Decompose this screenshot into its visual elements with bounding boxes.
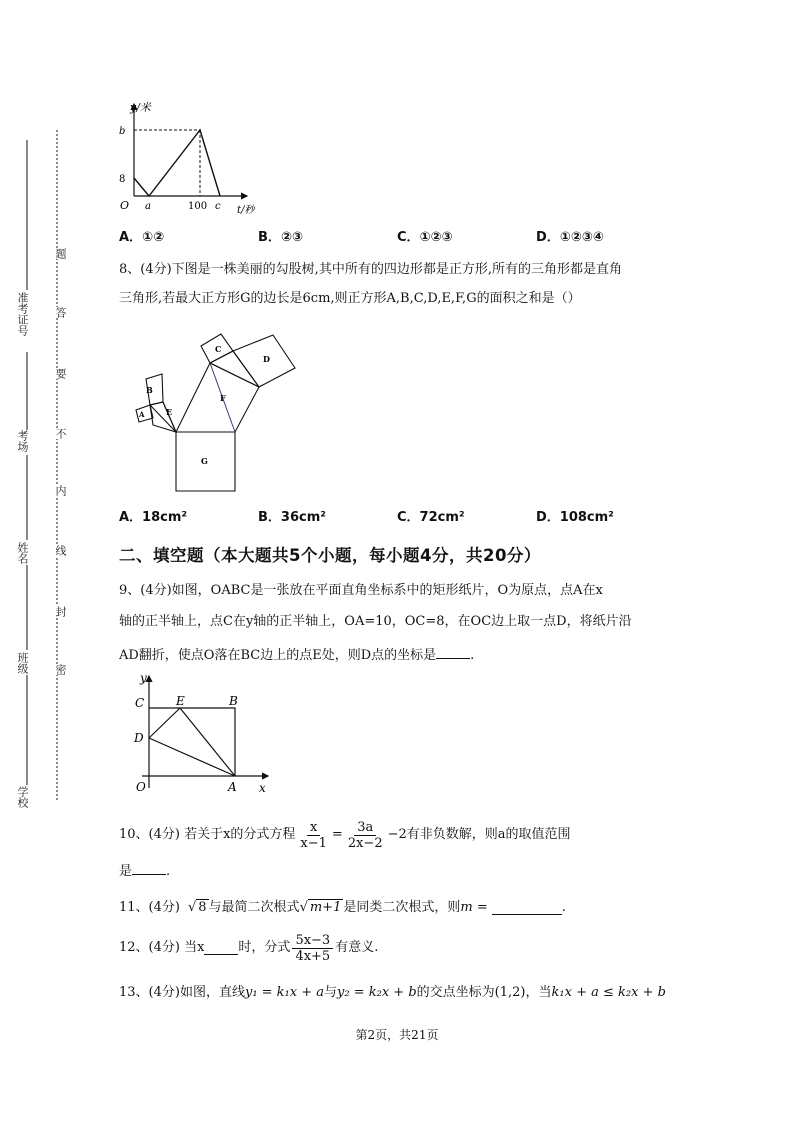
q13-line — [119, 983, 666, 1003]
fraction-5x-minus-3-over-4x-plus-5 — [292, 933, 333, 964]
fraction-numerator: 3a — [354, 820, 376, 836]
q9-label-o: O — [136, 780, 146, 794]
segment-ea — [180, 708, 235, 776]
answer-blank — [436, 646, 470, 659]
q7-graph — [112, 98, 272, 220]
seal-char: 线 — [54, 545, 67, 556]
q9-label-c: C — [135, 696, 145, 710]
q8-text-line2: 三角形,若最大正方形G的边长是6cm,则正方形A,B,C,D,E,F,G的面积之和是（） — [119, 291, 581, 306]
q11-tail: 是同类二次根式，则 — [343, 900, 461, 915]
q8-option-b: B．36cm² — [258, 510, 326, 525]
q11-period: . — [561, 900, 566, 915]
label-c: C — [215, 344, 222, 354]
q10-tail: 有非负数解，则a的取值范围 — [406, 827, 571, 842]
q12-intro: 12、(4分) 当x — [119, 940, 205, 955]
q8-option-c: C．72cm² — [397, 510, 465, 525]
q9-label-e: E — [176, 694, 185, 708]
fraction-numerator: x — [307, 820, 320, 836]
m-equals: m = — [460, 900, 488, 915]
segment-de — [149, 708, 180, 738]
ticket-label: 准考证号 — [16, 292, 29, 336]
q7-option-b: B．②③ — [258, 230, 303, 245]
q9-text-line3 — [119, 646, 474, 664]
fraction-x-over-x-minus-1 — [297, 820, 330, 851]
q13-mid: 的交点坐标为 — [416, 985, 495, 1000]
q9-period: . — [470, 648, 475, 663]
tick-c: c — [215, 201, 221, 212]
q9-label-a: A — [228, 780, 237, 794]
tick-100: 100 — [188, 201, 208, 212]
q9-text-line3-main: AD翻折，使点O落在BC边上的点E处，则D点的坐标是 — [119, 648, 437, 663]
school-label: 学校 — [16, 786, 29, 808]
triangle-top — [210, 351, 259, 387]
x-axis-label: t/秒 — [237, 205, 255, 216]
fraction-denominator: x−1 — [300, 835, 327, 851]
q11-mid: 与最简二次根式 — [208, 900, 300, 915]
square-f — [176, 363, 259, 432]
section-heading: 二、填空题（本大题共5个小题，每小题4分，共20分） — [119, 546, 541, 565]
q9-text-line1: 9、(4分)如图，OABC是一张放在平面直角坐标系中的矩形纸片，O为原点，点A在x — [119, 583, 603, 598]
q11-intro: 11、(4分) — [119, 900, 180, 915]
label-e: E — [166, 407, 173, 417]
line-y1: y₁ = k₁x + a — [244, 985, 325, 1000]
binding-lines — [0, 0, 80, 820]
fraction-denominator: 2x−2 — [347, 835, 383, 851]
q8-text-line1: 8、(4分)下图是一株美丽的勾股树,其中所有的四边形都是正方形,所有的三角形都是直角 — [119, 262, 622, 277]
name-label: 姓名 — [16, 542, 29, 564]
sqrt-8: √ 8 — [187, 900, 207, 915]
q12-line — [119, 930, 378, 966]
hidden-guide — [163, 363, 210, 402]
class-label: 班级 — [16, 652, 29, 674]
minus-two: −2 — [387, 827, 407, 842]
q7-option-d: D．①②③④ — [536, 230, 604, 245]
graph-line — [134, 130, 220, 196]
q7-option-c: C．①②③ — [397, 230, 453, 245]
seal-char: 答 — [54, 307, 67, 318]
label-g: G — [201, 456, 208, 466]
q9-text-line2: 轴的正半轴上，点C在y轴的正半轴上，OA=10，OC=8，在OC边上取一点D，将纸片沿 — [119, 614, 632, 629]
intersection-point: (1,2) — [494, 985, 526, 1000]
q7-option-a: A．①② — [119, 230, 165, 245]
seal-char: 内 — [54, 485, 67, 496]
q10-line2 — [119, 862, 170, 880]
label-a: A — [139, 410, 145, 419]
seal-char: 不 — [54, 428, 67, 439]
label-f: F — [220, 393, 226, 403]
equals-sign: = — [331, 827, 343, 842]
y-axis-label: y/米 — [130, 101, 151, 114]
fraction-3a-over-2x-minus-2 — [345, 820, 386, 851]
seal-char: 密 — [54, 664, 67, 675]
label-b: B — [146, 385, 153, 395]
rectangle-edges — [149, 708, 235, 776]
radicand: m+1 — [309, 900, 342, 915]
q12-tail: 有意义. — [335, 940, 379, 955]
room-label: 考场 — [16, 430, 29, 452]
q10-line2-text: 是 — [119, 864, 133, 879]
line-y2: y₂ = k₂x + b — [337, 985, 417, 1000]
radicand: 8 — [198, 900, 207, 915]
q13-and: 与 — [324, 985, 338, 1000]
q9-label-b: B — [229, 694, 238, 708]
q8-option-a: A．18cm² — [119, 510, 188, 525]
q8-option-d: D．108cm² — [536, 510, 614, 525]
q9-label-d: D — [134, 731, 144, 745]
q11-line — [119, 898, 566, 918]
seal-char: 题 — [54, 248, 67, 259]
answer-blank — [132, 862, 166, 875]
tick-b: b — [119, 126, 126, 137]
pythagoras-tree-figure — [125, 330, 305, 498]
tick-8: 8 — [119, 174, 126, 185]
sqrt-m-plus-1: √ m+1 — [299, 900, 342, 915]
answer-blank — [492, 902, 562, 915]
fraction-numerator: 5x−3 — [292, 933, 333, 949]
inequality: k₁x + a ≤ k₂x + b — [551, 985, 666, 1000]
q13-intro: 13、(4分)如图，直线 — [119, 985, 245, 1000]
q9-x-label: x — [259, 781, 266, 795]
answer-blank — [204, 942, 238, 955]
q13-tail: ，当 — [525, 985, 552, 1000]
segment-ad — [149, 738, 235, 776]
seal-char: 封 — [54, 606, 67, 617]
q10-intro: 10、(4分) 若关于x的分式方程 — [119, 827, 296, 842]
q9-y-label: y — [140, 671, 147, 685]
origin-label: O — [120, 199, 130, 212]
page-footer: 第2页，共21页 — [355, 1028, 439, 1042]
tick-a: a — [145, 201, 151, 212]
q10-period: . — [166, 864, 171, 879]
label-d: D — [263, 354, 270, 364]
seal-char: 要 — [54, 368, 67, 379]
q10-line1 — [119, 817, 571, 853]
q9-coordinate-figure — [128, 670, 278, 800]
fraction-denominator: 4x+5 — [295, 948, 331, 964]
q12-mid: 时，分式 — [238, 940, 291, 955]
